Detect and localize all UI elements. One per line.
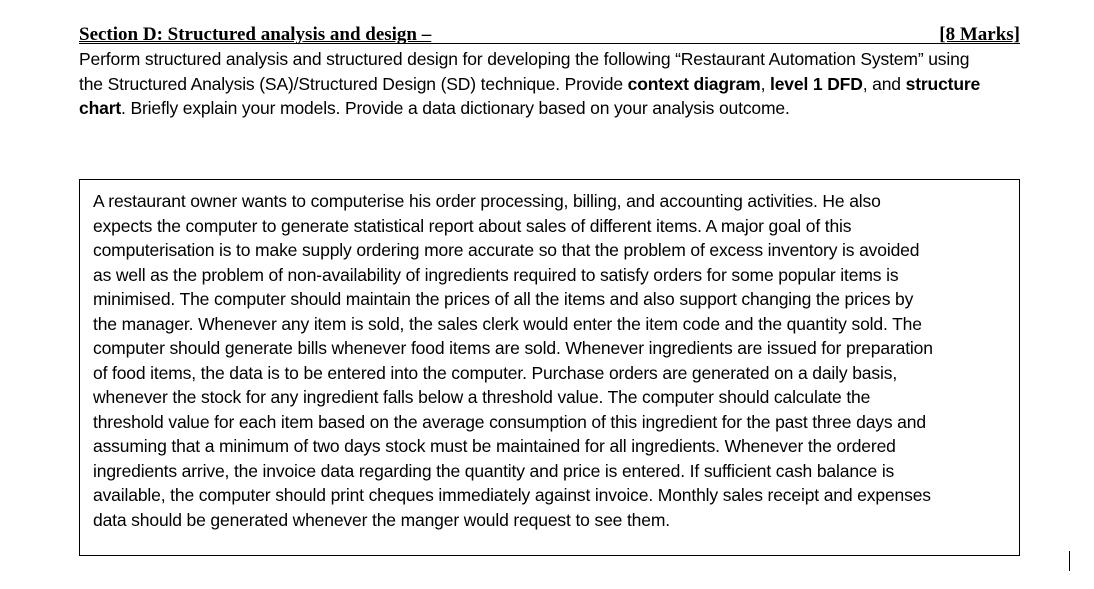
scenario-line: expects the computer to generate statistical report about sales of different items. A major goal of this: [93, 215, 852, 236]
heading-underline: [79, 43, 1020, 44]
section-heading: [79, 24, 1020, 46]
scenario-line: ingredients arrive, the invoice data regarding the quantity and price is entered. If sufficient cash balance is: [93, 460, 895, 481]
instruction-text: the Structured Analysis (SA)/Structured Design (SD) technique. Provide: [79, 73, 628, 94]
instruction-text: , and: [862, 73, 906, 94]
scenario-line: whenever the stock for any ingredient falls below a threshold value. The computer should calculate the: [93, 387, 871, 407]
instruction-bold-term: context diagram: [627, 73, 761, 94]
question-instructions: [79, 47, 1059, 121]
scenario-line: computer should generate bills whenever food items are sold. Whenever ingredients are issued for preparation: [93, 338, 933, 358]
scenario-line: as well as the problem of non-availability of ingredients required to satisfy orders for some popular items is: [93, 264, 899, 285]
scenario-line: threshold value for each item based on the average consumption of this ingredient for the past three days and: [93, 411, 926, 432]
scenario-line: the manager. Whenever any item is sold, the sales clerk would enter the item code and the quantity sold. The: [93, 313, 922, 334]
instruction-line: [79, 96, 1059, 121]
instruction-bold-term: chart: [79, 98, 122, 118]
scenario-line: A restaurant owner wants to computerise his order processing, billing, and accounting activities. He also: [93, 191, 881, 211]
scenario-line: minimised. The computer should maintain the prices of all the items and also support changing the prices by: [93, 289, 914, 309]
scenario-line: data should be generated whenever the manger would request to see them.: [93, 509, 670, 530]
scenario-box: [79, 179, 1020, 556]
instruction-bold-term: structure: [905, 73, 981, 94]
text-cursor[interactable]: [1069, 551, 1070, 571]
instruction-line: Perform structured analysis and structured design for developing the following “Restaurant Automation System” using: [79, 49, 970, 69]
scenario-line: computerisation is to make supply ordering more accurate so that the problem of excess inventory is avoided: [93, 240, 920, 260]
instruction-line: [79, 72, 1059, 97]
scenario-line: available, the computer should print cheques immediately against invoice. Monthly sales receipt and expenses: [93, 485, 931, 505]
instruction-bold-term: level 1 DFD: [770, 73, 863, 94]
scenario-line: assuming that a minimum of two days stock must be maintained for all ingredients. Whenever the ordered: [93, 436, 896, 456]
scenario-text: [93, 189, 933, 532]
scenario-line: of food items, the data is to be entered into the computer. Purchase orders are generated on a daily basis,: [93, 362, 898, 383]
section-title: Section D: Structured analysis and design –: [79, 24, 432, 45]
instruction-text: . Briefly explain your models. Provide a data dictionary based on your analysis outcome.: [121, 98, 790, 118]
instruction-text: ,: [760, 73, 771, 94]
section-marks: [8 Marks]: [939, 24, 1020, 45]
